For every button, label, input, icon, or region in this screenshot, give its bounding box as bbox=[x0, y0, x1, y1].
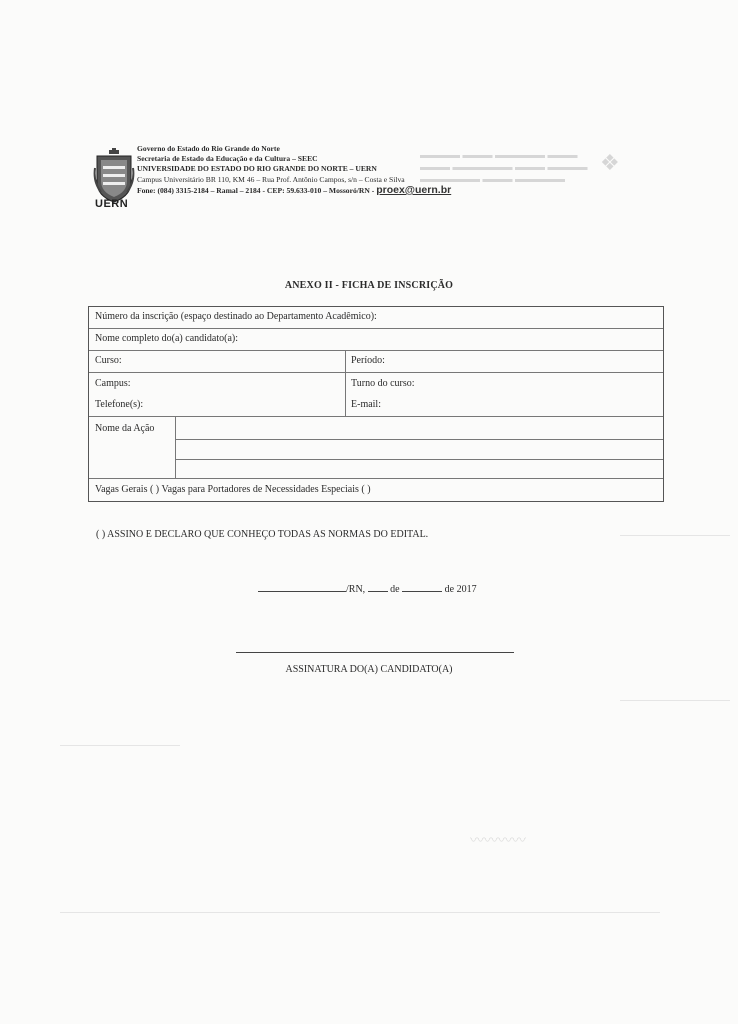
label-campus: Campus: bbox=[95, 378, 131, 389]
label-full-name: Nome completo do(a) candidato(a): bbox=[95, 333, 238, 344]
date-de: de bbox=[390, 584, 400, 595]
row-registration-number[interactable] bbox=[89, 307, 663, 329]
action-line bbox=[175, 439, 663, 440]
row-course bbox=[89, 351, 663, 373]
header-email-link[interactable]: proex@uern.br bbox=[376, 183, 452, 196]
header-line-government: Governo do Estado do Rio Grande do Norte bbox=[137, 144, 280, 153]
label-email: E-mail: bbox=[351, 399, 381, 410]
signature-line[interactable] bbox=[236, 652, 514, 653]
label-vacancies: Vagas Gerais ( ) Vagas para Portadores de Necessidades Especiais ( ) bbox=[95, 484, 371, 495]
header-line-secretariat: Secretaria de Estado da Educação e da Cultura – SEEC bbox=[137, 154, 318, 164]
bleed-through-line bbox=[60, 745, 180, 746]
bleed-through-text: ▬▬▬ ▬▬▬▬▬▬ ▬▬▬ ▬▬▬▬ bbox=[420, 162, 588, 173]
bleed-through-logo: ❖ bbox=[600, 150, 620, 175]
label-course-shift: Turno do curso: bbox=[351, 378, 415, 389]
bleed-through-line bbox=[60, 912, 660, 913]
signature-label: ASSINATURA DO(A) CANDIDATO(A) bbox=[285, 664, 453, 675]
action-column-divider bbox=[175, 417, 176, 479]
column-divider bbox=[345, 351, 346, 417]
label-course: Curso: bbox=[95, 355, 122, 366]
header-line-address: Campus Universitário BR 110, KM 46 – Rua Prof. Antônio Campos, s/n – Costa e Silva bbox=[137, 174, 405, 184]
bleed-through-text: ▬▬▬▬▬▬ ▬▬▬ ▬▬▬▬▬ bbox=[420, 174, 565, 185]
row-campus bbox=[89, 373, 663, 395]
bleed-through-text: ▬▬▬▬ ▬▬▬ ▬▬▬▬▬ ▬▬▬ bbox=[420, 150, 578, 161]
letterhead-text bbox=[137, 144, 451, 196]
registration-form-table bbox=[88, 306, 664, 502]
city-blank[interactable] bbox=[258, 582, 346, 592]
action-line bbox=[175, 459, 663, 460]
row-full-name[interactable] bbox=[89, 329, 663, 351]
label-action-name: Nome da Ação bbox=[95, 423, 155, 434]
label-period: Período: bbox=[351, 355, 385, 366]
month-blank[interactable] bbox=[402, 582, 442, 592]
bleed-through-line bbox=[620, 535, 730, 536]
bleed-through-handwriting: 〰〰〰〰 bbox=[470, 834, 526, 849]
header-line-university: UNIVERSIDADE DO ESTADO DO RIO GRANDE DO NORTE – UERN bbox=[137, 164, 377, 174]
bleed-through-line bbox=[620, 700, 730, 701]
day-blank[interactable] bbox=[368, 582, 388, 592]
label-registration-number: Número da inscrição (espaço destinado ao Departamento Acadêmico): bbox=[95, 311, 377, 322]
date-line bbox=[258, 582, 477, 595]
label-phone: Telefone(s): bbox=[95, 399, 144, 410]
logo-label: UERN bbox=[95, 198, 129, 210]
header-line-phone: Fone: (084) 3315-2184 – Ramal – 2184 - CEP: 59.633-010 – Mossoró/RN - bbox=[137, 185, 375, 195]
letterhead bbox=[93, 144, 543, 214]
form-title: ANEXO II - FICHA DE INSCRIÇÃO bbox=[284, 280, 454, 291]
date-year: de 2017 bbox=[444, 584, 477, 595]
declaration-checkbox-text[interactable]: ( ) ASSINO E DECLARO QUE CONHEÇO TODAS AS NORMAS DO EDITAL. bbox=[96, 529, 429, 540]
date-rn: /RN, bbox=[346, 584, 366, 595]
row-vacancies[interactable] bbox=[89, 479, 663, 501]
row-phone bbox=[89, 395, 663, 417]
